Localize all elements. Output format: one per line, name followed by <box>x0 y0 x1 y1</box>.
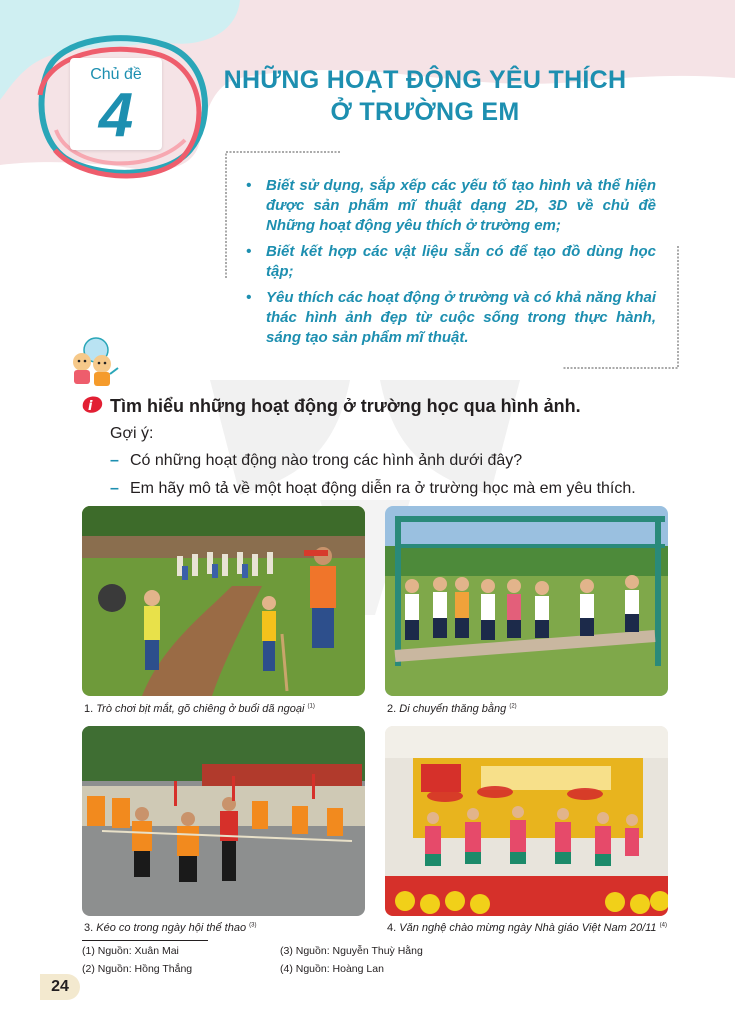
photo-caption: 2. Di chuyển thăng bằng $^{(2)}$ <box>387 703 517 715</box>
hint-item: – Có những hoạt động nào trong các hình ảnh dưới đây? <box>110 452 523 469</box>
objective-item: • Yêu thích các hoạt động ở trường và có khả năng khai thác hình ảnh đẹp từ cuộc sống trong thực hành, sáng tạo sản phẩm mĩ thuật. <box>246 289 656 346</box>
activity-icon <box>79 394 105 416</box>
photo-caption: 3. Kéo co trong ngày hội thể thao $^{(3)}$ <box>84 922 257 934</box>
dash-marker: – <box>110 480 119 497</box>
footnote-divider <box>82 940 208 941</box>
chapter-title-line1: NHỮNG HOẠT ĐỘNG YÊU THÍCH <box>223 66 627 94</box>
objective-item: • Biết kết hợp các vật liệu sẵn có để tạo đồ dùng học tập; <box>246 243 656 280</box>
objectives-list <box>246 176 656 354</box>
photo-1-blindfold-game <box>82 506 365 696</box>
dash-marker: – <box>110 452 119 469</box>
chapter-title <box>200 64 650 128</box>
task-heading: Tìm hiểu những hoạt động ở trường học qua hình ảnh. <box>110 396 581 416</box>
photo-2-balance-walk <box>385 506 668 696</box>
footnote-3: (3) Nguồn: Nguyễn Thuỳ Hằng <box>280 945 423 957</box>
hint-item: – Em hãy mô tả về một hoạt động diễn ra ở trường học mà em yêu thích. <box>110 480 636 497</box>
page-number: 24 <box>40 974 80 1000</box>
svg-text:i: i <box>88 399 93 414</box>
hint-label: Gợi ý: <box>110 425 154 442</box>
topic-label: Chủ đề <box>90 66 142 83</box>
photo-caption: 4. Văn nghệ chào mừng ngày Nhà giáo Việt Nam 20/11 $^{(4)}$ <box>387 922 667 934</box>
footnote-4: (4) Nguồn: Hoàng Lan <box>280 963 384 975</box>
chapter-title-line2: Ở TRƯỜNG EM <box>330 98 520 126</box>
mascot-illustration <box>66 334 122 390</box>
footnote-2: (2) Nguồn: Hồng Thắng <box>82 963 193 975</box>
objective-item: • Biết sử dụng, sắp xếp các yếu tố tạo hình và thể hiện được sản phẩm mĩ thuật dạng 2D, 3D về chủ đề Những hoạt động yêu thích ở trường em; <box>246 177 656 234</box>
footnote-1: (1) Nguồn: Xuân Mai <box>82 945 179 957</box>
photo-caption: 1. Trò chơi bịt mắt, gõ chiêng ở buổi dã ngoại $^{(1)}$ <box>84 703 315 715</box>
photo-3-tug-of-war <box>82 726 365 916</box>
topic-number: 4 <box>98 81 134 150</box>
photo-4-performance <box>385 726 668 916</box>
